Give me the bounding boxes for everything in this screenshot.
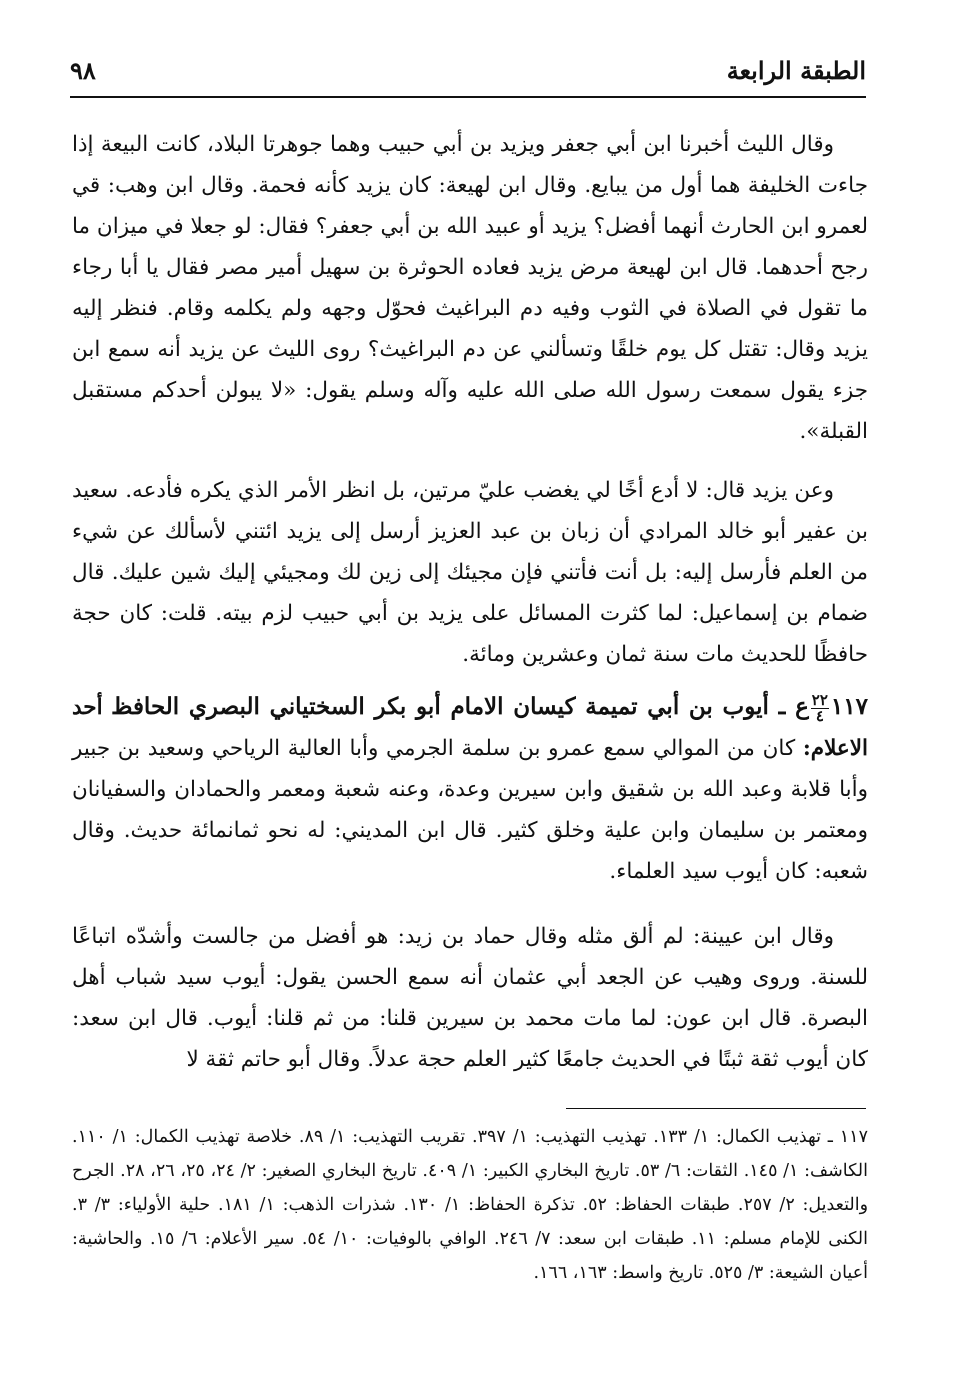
entry-text: كان من الموالي سمع عمرو بن سلمة الجرمي وأبا العالية الرياحي وسعيد بن جبير وأبا قلابة وعبد الله بن شقيق وابن سيرين وعدة، وعنه شعبة ومعمر والحمادان والسفيانان ومعتمر بن سليمان وابن علية وخلق كثير. قال ابن المديني: له نحو ثمانمائة حديث. وقال شعبه: كان أيوب سيد العلماء. xyxy=(72,736,868,884)
entry-heading xyxy=(111,690,868,725)
paragraph-2-text: وعن يزيد قال: لا أدع أخًا لي يغضب عليّ مرتين، بل انظر الأمر الذي يكره فأدعه. سعيد بن عفير أبو خالد المرادي أن زبان بن عبد العزيز أرسل إلى يزيد ائتني لأسألك عن شيء من العلم فأرسل إليه: بل أنت فأتني فإن مجيئك إلى زين لك ومجيئي إليك شين عليك. قال ضمام بن إسماعيل: لما كثرت المسائل على يزيد بن أبي حبيب لزم بيته. قلت: كان حجة حافظًا للحديث مات سنة ثمان وعشرين ومائة. xyxy=(72,478,868,667)
entry-body xyxy=(72,686,868,892)
paragraph-3-text: وقال ابن عيينة: لم ألق مثله وقال حماد بن زيد: هو أفضل من جالست وأشدّه اتباعًا للسنة. وروى وهيب عن الجعد أبي عثمان أنه سمع الحسن يقول: أيوب سيد شباب أهل البصرة. قال ابن عون: لما مات محمد بن سيرين قلنا: من ثم قلنا: أيوب. قال ابن سعد: كان أيوب ثقة ثبتًا في الحديث جامعًا كثير العلم حجة عدلاً. وقال أبو حاتم ثقة لا xyxy=(72,924,868,1072)
page-header xyxy=(70,52,866,92)
footnote-rule xyxy=(566,1108,866,1109)
entry-fraction xyxy=(811,690,829,725)
header-rule xyxy=(70,96,866,98)
page-number: ٩٨ xyxy=(70,56,96,85)
paragraph-2 xyxy=(72,470,868,675)
footnotes xyxy=(72,1120,868,1290)
footnote-text: ١١٧ ـ تهذيب الكمال: ١/ ١٣٣. تهذيب التهذيب: ١/ ٣٩٧. تقريب التهذيب: ١/ ٨٩. خلاصة تهذيب الكمال: ١/ ١١٠. الكاشف: ١/ ١٤٥. الثقات: ٦/ ٥٣. تاريخ البخاري الكبير: ١/ ٤٠٩. تاريخ البخاري الصغير: ٢/ ٢٤، ٢٥، ٢٦، ٢٨. الجرح والتعديل: ٢/ ٢٥٧. طبقات الحفاظ: ٥٢. تذكرة الحفاظ: ١/ ١٣٠. شذرات الذهب: ١/ ١٨١. حلية الأولياء: ٣/ ٣. الكنى للإمام مسلم: ١١. طبقات ابن سعد: ٧/ ٢٤٦. الوافي بالوفيات: ١٠/ ٥٤. سير الأعلام: ٦/ ١٥. والحاشية: أعيان الشيعة: ٣/ ٥٢٥. تاريخ واسط: ١٦٣، ١٦٦. xyxy=(72,1127,869,1283)
fraction-top: ٢٢ xyxy=(811,690,828,709)
entry-code: ع xyxy=(795,693,809,720)
entry-title: ـ أيوب بن أبي تميمة كيسان الامام أبو بكر السختياني البصري الحافظ xyxy=(111,693,786,720)
paragraph-1 xyxy=(72,124,868,452)
running-title: الطبقة الرابعة xyxy=(726,56,866,85)
biography-entry xyxy=(72,686,868,892)
paragraph-3 xyxy=(72,916,868,1080)
entry-number: ١١٧ xyxy=(830,693,868,720)
paragraph-1-text: وقال الليث أخبرنا ابن أبي جعفر ويزيد بن أبي حبيب وهما جوهرتا البلاد، كانت البيعة إذا جاءت الخليفة هما أول من يبايع. وقال ابن لهيعة: كان يزيد كأنه فحمة. وقال ابن وهب: قي لعمرو ابن الحارث أنهما أفضل؟ يزيد أو عبيد الله بن أبي جعفر؟ فقال: لو جعلا في ميزان ما رجح أحدهما. قال ابن لهيعة مرض يزيد فعاده الحوثرة بن سهيل أمير مصر فقال يا أبا رجاء ما تقول في الصلاة في الثوب وفيه دم البراغيث فحوّل وجهه ولم يكلمه وقام. فنظر إليه يزيد وقال: تقتل كل يوم خلقًا وتسألني عن دم البراغيث؟ روى الليث عن يزيد أنه سمع ابن جزء يقول سمعت رسول الله صلى الله عليه وآله وسلم يقول: «لا يبولن أحدكم مستقبل القبلة». xyxy=(72,132,869,444)
entry-lead: أحد الاعلام: xyxy=(72,695,868,761)
fraction-bottom: ٤ xyxy=(815,706,824,725)
